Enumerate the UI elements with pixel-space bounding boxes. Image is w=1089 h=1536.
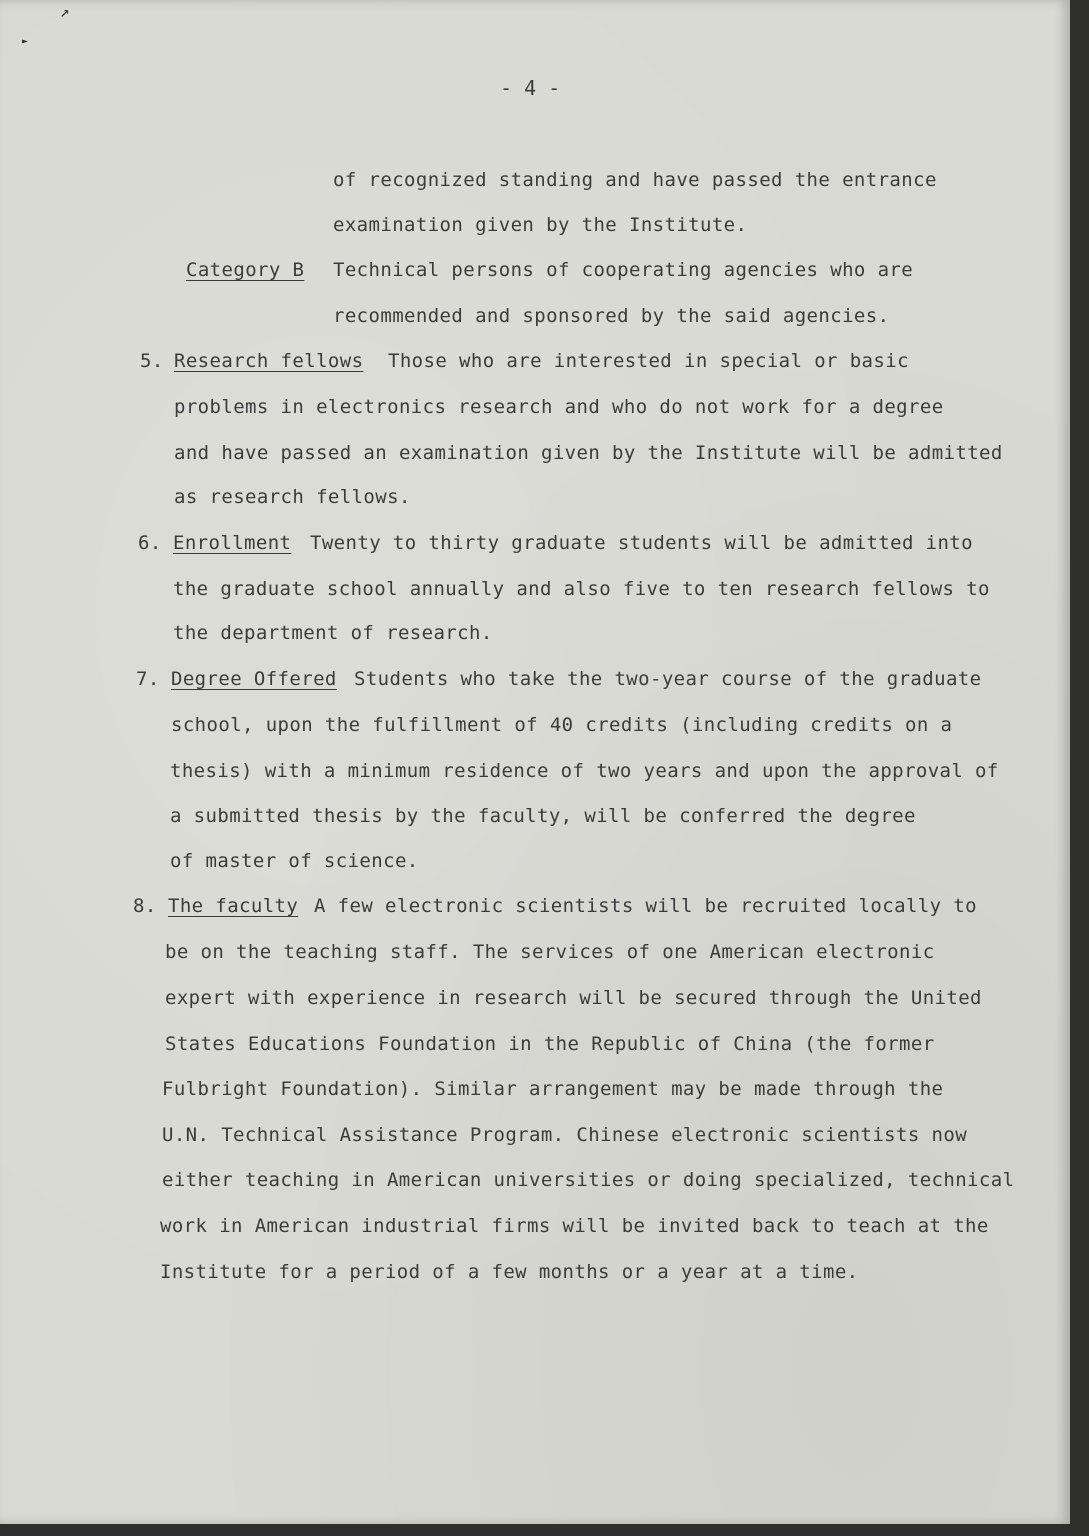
section-heading bbox=[174, 350, 363, 372]
section-label: Research fellows bbox=[174, 350, 364, 372]
category-b-label bbox=[186, 259, 304, 281]
scan-edge-right bbox=[1070, 0, 1089, 1536]
text-line: recommended and sponsored by the said agencies. bbox=[333, 305, 890, 327]
text-line: problems in electronics research and who do not work for a degree bbox=[174, 396, 944, 418]
section-number: 8. bbox=[133, 895, 157, 917]
page-number: - 4 - bbox=[500, 76, 561, 100]
section-number: 6. bbox=[138, 532, 162, 554]
text-line: the graduate school annually and also five to ten research fellows to bbox=[173, 578, 990, 600]
ink-mark: ↗ bbox=[60, 2, 70, 21]
section-number: 5. bbox=[140, 350, 164, 372]
text-line: Technical persons of cooperating agencies who are bbox=[333, 259, 914, 281]
section-label: The faculty bbox=[168, 895, 299, 917]
text-line: either teaching in American universities or doing specialized, technical bbox=[162, 1169, 1015, 1191]
section-label: Enrollment bbox=[173, 532, 292, 554]
text-line: school, upon the fulfillment of 40 credits (including credits on a bbox=[171, 714, 953, 736]
text-line: expert with experience in research will be secured through the United bbox=[165, 987, 982, 1009]
text-line: and have passed an examination given by the Institute will be admitted bbox=[174, 442, 1003, 464]
text-line: a submitted thesis by the faculty, will be conferred the degree bbox=[170, 805, 916, 827]
section-number: 7. bbox=[136, 668, 160, 690]
text-line: of recognized standing and have passed the entrance bbox=[333, 169, 937, 191]
scan-edge-bottom bbox=[0, 1524, 1089, 1536]
text-line: U.N. Technical Assistance Program. Chinese electronic scientists now bbox=[162, 1124, 968, 1146]
section-heading bbox=[173, 532, 291, 554]
text-line: be on the teaching staff. The services of one American electronic bbox=[165, 941, 935, 963]
section-heading bbox=[168, 895, 298, 917]
section-heading bbox=[171, 668, 337, 690]
text-line: A few electronic scientists will be recruited locally to bbox=[314, 895, 977, 917]
text-line: thesis) with a minimum residence of two years and upon the approval of bbox=[170, 760, 999, 782]
text-line: examination given by the Institute. bbox=[333, 214, 748, 236]
text-line: Institute for a period of a few months or a year at a time. bbox=[160, 1261, 859, 1283]
text-line: work in American industrial firms will be invited back to teach at the bbox=[160, 1215, 989, 1237]
text-line: of master of science. bbox=[170, 850, 419, 872]
category-label: Category B bbox=[186, 259, 305, 281]
text-line: States Educations Foundation in the Republic of China (the former bbox=[165, 1033, 935, 1055]
text-line: Fulbright Foundation). Similar arrangement may be made through the bbox=[162, 1078, 944, 1100]
text-line: Students who take the two-year course of the graduate bbox=[354, 668, 982, 690]
text-line: as research fellows. bbox=[174, 486, 411, 508]
text-line: the department of research. bbox=[173, 622, 493, 644]
text-line: Those who are interested in special or basic bbox=[388, 350, 909, 372]
ink-mark: ► bbox=[22, 36, 29, 47]
section-label: Degree Offered bbox=[171, 668, 337, 690]
text-line: Twenty to thirty graduate students will be admitted into bbox=[310, 532, 973, 554]
